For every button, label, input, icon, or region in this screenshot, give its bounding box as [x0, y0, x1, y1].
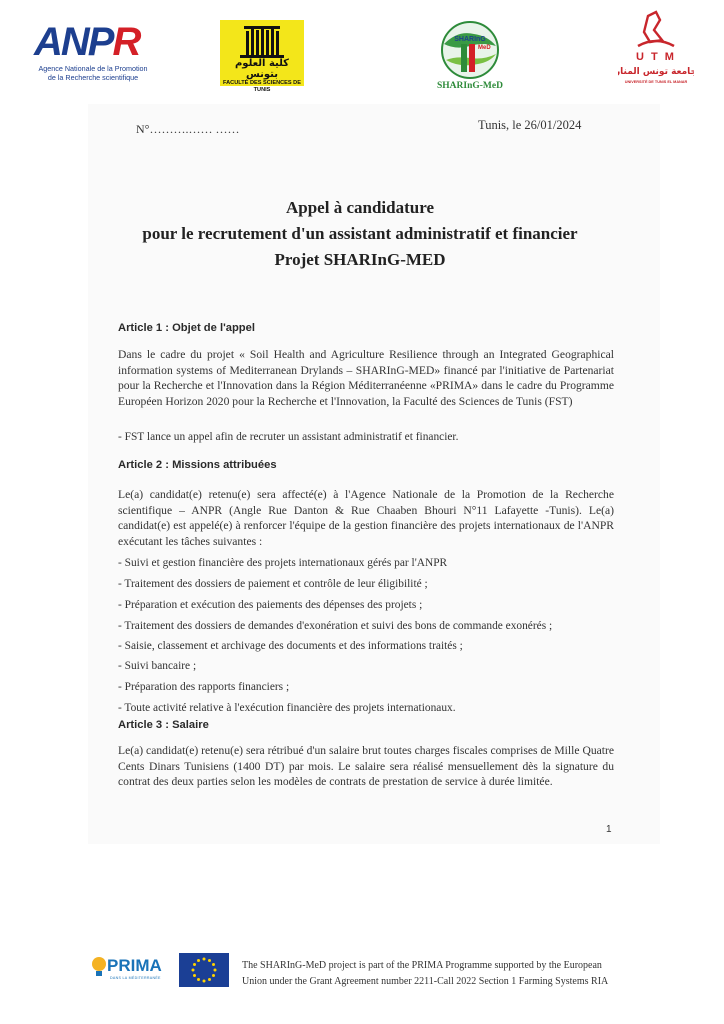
eu-flag-icon: [179, 953, 229, 987]
letter-date: Tunis, le 26/01/2024: [478, 118, 582, 132]
list-item: - Suivi et gestion financière des projets internationaux gérés par l'ANPR: [118, 557, 448, 569]
list-item: - Toute activité relative à l'exécution financière des projets internationaux.: [118, 702, 456, 714]
prima-subtitle: DANS LA MÉDITERRANÉE: [110, 976, 161, 980]
sharing-globe-icon: [430, 20, 510, 80]
article-2-heading: Article 2 : Missions attribuées: [118, 459, 277, 471]
fst-arabic-name: كلية العلوم بتونس: [234, 58, 290, 80]
article-2-paragraph: Le(a) candidat(e) retenu(e) sera affecté(e) à l'Agence Nationale de la Promotion de la Recherche scientifique – ANPR (Angle Rue Danton & Rue Chaaben Bhouri N°11 Lafayette -Tunis). Le(a) candidat(e) est appelé(e) à renforcer l'équipe de la gestion financière des projets internationaux de l'ANPR exécutant les tâches suivantes :: [118, 488, 614, 548]
anpr-logo: [34, 22, 152, 84]
fst-logo: [220, 20, 304, 93]
fst-name: FACULTÉ DES SCIENCES DE TUNIS: [223, 80, 301, 93]
list-item: - Préparation et exécution des paiements des dépenses des projets ;: [118, 599, 423, 611]
article-3-heading: Article 3 : Salaire: [118, 719, 209, 731]
utm-emblem-icon: [618, 10, 694, 90]
fst-building-icon: [220, 20, 304, 60]
list-item: - Suivi bancaire ;: [118, 660, 197, 672]
title-line-2: pour le recrutement d'un assistant administratif et financier: [142, 224, 578, 243]
anpr-subtitle: Agence Nationale de la Promotion de la Recherche scientifique: [38, 64, 148, 82]
prima-lightbulb-icon: [90, 954, 108, 980]
utm-letters: U T M: [636, 51, 676, 63]
article-1-heading: Article 1 : Objet de l'appel: [118, 322, 255, 334]
article-1-paragraph: Dans le cadre du projet « Soil Health and Agriculture Resilience through an Integrated Geographical information systems of Mediterranean Drylands – SHARInG-MED» financé par l'initiative de Partenariat pour la Recherche et l'Innovation dans la Région Méditerranéenne «PRIMA» dans le cadre du Programme Européen Horizon 2020 pour la Recherche et l'Innovation, la Faculté des Sciences de Tunis (FST): [118, 348, 614, 408]
utm-latin-name: UNIVERSITÉ DE TUNIS EL MANAR: [624, 80, 688, 84]
prima-name: PRIMA: [107, 956, 162, 975]
prima-logo: [90, 954, 176, 984]
page-number: 1: [606, 824, 612, 835]
list-item: - Saisie, classement et archivage des documents et des informations traités ;: [118, 640, 463, 652]
article-3-paragraph: Le(a) candidat(e) retenu(e) sera rétribué d'un salaire brut toutes charges fiscales comprises de Mille Quatre Cents Dinars Tunisiens (1400 DT) par mois. Le salaire sera réalisé mensuellement dès la signature du contrat des deux parties selon les modèles de contrats de prestation de service à durée limitée.: [118, 744, 614, 789]
sharing-med-logo: [430, 20, 510, 92]
list-item: - Préparation des rapports financiers ;: [118, 681, 290, 693]
utm-arabic-name: جامعة تونس المنار: [618, 67, 694, 77]
funding-line-1: The SHARInG-MeD project is part of the PRIMA Programme supported by the European: [242, 960, 602, 971]
list-item: - Traitement des dossiers de demandes d'exonération et suivi des bons de commande exonérés ;: [118, 620, 553, 632]
article-1-item: - FST lance un appel afin de recruter un assistant administratif et financier.: [118, 431, 459, 443]
utm-logo: [618, 10, 694, 90]
title-line-3: Projet SHARInG-MED: [274, 250, 446, 269]
funding-line-2: Union under the Grant Agreement number 2211-Call 2022 Section 1 Farming Systems RIA: [242, 976, 609, 987]
reference-number: N°……….…… ……: [136, 122, 240, 136]
list-item: - Traitement des dossiers de paiement et contrôle de leur éligibilité ;: [118, 578, 428, 590]
anpr-wordmark: ANPR: [34, 20, 140, 64]
sharing-badge-line2: MeD: [478, 45, 491, 51]
title-line-1: Appel à candidature: [286, 198, 434, 217]
sharing-badge-line1: SHARInG: [454, 36, 486, 43]
sharing-caption: SHARInG-MeD: [437, 81, 503, 91]
funding-statement: [242, 958, 608, 990]
